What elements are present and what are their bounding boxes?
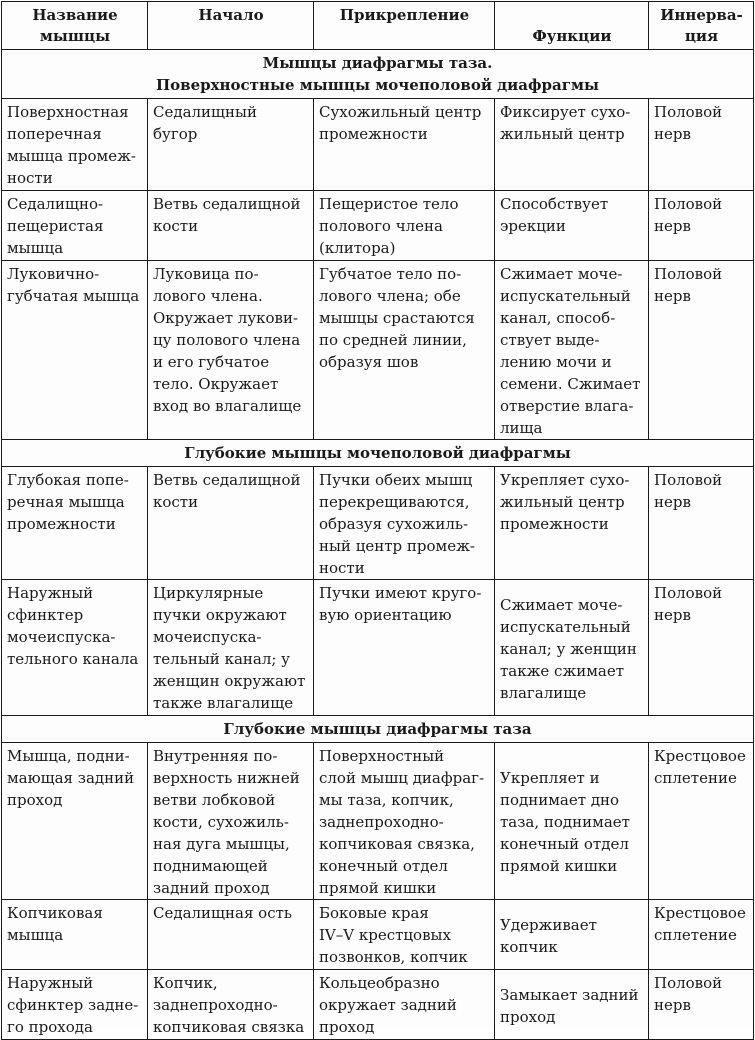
cell-function: Замыкает задний проход: [495, 970, 649, 1040]
table-row: [2, 900, 754, 970]
table-row: [2, 743, 754, 900]
section-row: [2, 440, 754, 467]
table-row: [2, 191, 754, 261]
cell-origin: Седалищный бугор: [148, 99, 314, 191]
cell-origin: Ветвь седалищной кости: [148, 191, 314, 261]
cell-name: Мышца, подни- мающая задний проход: [2, 743, 148, 900]
cell-insertion: Боковые края IV–V крестцовых позвонков, копчик: [314, 900, 495, 970]
header-row: [2, 2, 754, 50]
cell-function: Укрепляет сухо- жильный центр промежности: [495, 467, 649, 580]
cell-innervation: Половой нерв: [649, 580, 754, 716]
cell-function: Фиксирует сухо- жильный центр: [495, 99, 649, 191]
table-row: [2, 970, 754, 1040]
header-innervation: Иннерва- ция: [649, 2, 754, 50]
cell-name: Копчиковая мышца: [2, 900, 148, 970]
cell-name: Седалищно- пещеристая мышца: [2, 191, 148, 261]
cell-function: Сжимает моче- испускательный канал, способ- ствует выде- лению мочи и семени. Сжимает отверстие влага- лища: [495, 261, 649, 440]
cell-innervation: Половой нерв: [649, 99, 754, 191]
cell-insertion: Пучки обеих мышц перекрещиваются, образуя сухожиль- ный центр промеж- ности: [314, 467, 495, 580]
cell-innervation: Половой нерв: [649, 191, 754, 261]
cell-insertion: Сухожильный центр промежности: [314, 99, 495, 191]
table-row: [2, 580, 754, 716]
cell-name: Поверхностная поперечная мышца промеж- ности: [2, 99, 148, 191]
cell-origin: Седалищная ость: [148, 900, 314, 970]
cell-function: Укрепляет и поднимает дно таза, поднимает конечный отдел прямой кишки: [495, 743, 649, 900]
section-title: Мышцы диафрагмы таза. Поверхностные мышцы мочеполовой диафрагмы: [2, 50, 754, 99]
cell-function: Сжимает моче- испускательный канал; у женщин также сжимает влагалище: [495, 580, 649, 716]
cell-origin: Ветвь седалищной кости: [148, 467, 314, 580]
cell-function: Способствует эрекции: [495, 191, 649, 261]
cell-innervation: Крестцовое сплетение: [649, 900, 754, 970]
cell-name: Наружный сфинктер мочеиспуска- тельного канала: [2, 580, 148, 716]
cell-function: Удерживает копчик: [495, 900, 649, 970]
cell-name: Луковично- губчатая мышца: [2, 261, 148, 440]
muscle-table: [1, 1, 754, 1040]
cell-insertion: Кольцеобразно окружает задний проход: [314, 970, 495, 1040]
cell-origin: Внутренняя по- верхность нижней ветви лобковой кости, сухожиль- ная дуга мышцы, поднимающей задний проход: [148, 743, 314, 900]
table-row: [2, 467, 754, 580]
cell-innervation: Половой нерв: [649, 970, 754, 1040]
table-row: [2, 99, 754, 191]
cell-insertion: Пучки имеют круго- вую ориентацию: [314, 580, 495, 716]
cell-origin: Циркулярные пучки окружают мочеиспуска- тельный канал; у женщин окружают также влагалище: [148, 580, 314, 716]
header-name: Название мышцы: [2, 2, 148, 50]
cell-name: Глубокая попе- речная мышца промежности: [2, 467, 148, 580]
section-title: Глубокие мышцы диафрагмы таза: [2, 716, 754, 743]
header-insertion: Прикрепление: [314, 2, 495, 50]
section-row: [2, 716, 754, 743]
header-origin: Начало: [148, 2, 314, 50]
cell-innervation: Половой нерв: [649, 261, 754, 440]
cell-origin: Луковица по- лового члена. Окружает лукови- цу полового члена и его губчатое тело. Окружает вход во влагалище: [148, 261, 314, 440]
cell-innervation: Крестцовое сплетение: [649, 743, 754, 900]
cell-name: Наружный сфинктер задне- го прохода: [2, 970, 148, 1040]
section-title: Глубокие мышцы мочеполовой диафрагмы: [2, 440, 754, 467]
table-row: [2, 261, 754, 440]
cell-origin: Копчик, заднепроходно- копчиковая связка: [148, 970, 314, 1040]
cell-insertion: Губчатое тело по- лового члена; обе мышцы срастаются по средней линии, образуя шов: [314, 261, 495, 440]
cell-innervation: Половой нерв: [649, 467, 754, 580]
cell-insertion: Поверхностный слой мышц диафраг- мы таза, копчик, заднепроходно- копчиковая связка, конечный отдел прямой кишки: [314, 743, 495, 900]
cell-insertion: Пещеристое тело полового члена (клитора): [314, 191, 495, 261]
header-function: Функции: [495, 2, 649, 50]
section-row: [2, 50, 754, 99]
